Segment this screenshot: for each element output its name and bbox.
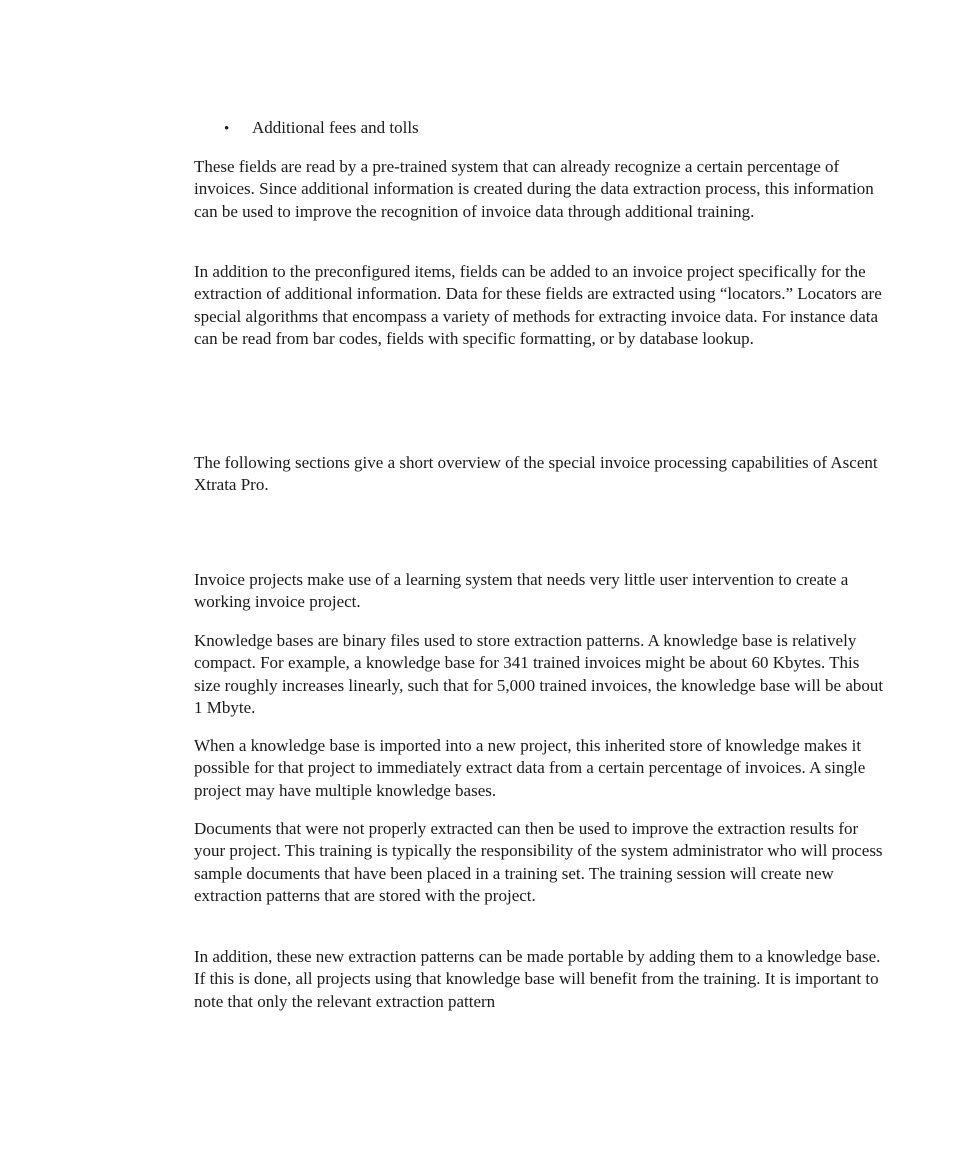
bullet-text: Additional fees and tolls bbox=[252, 118, 419, 137]
paragraph-pretrained-system: These fields are read by a pre-trained system that can already recognize a certain percentage of invoices. Since additional information is created during the data extraction process, this information can be used to improve the recognition of invoice data through additional training. bbox=[194, 157, 874, 221]
paragraph-sections-overview: The following sections give a short overview of the special invoice processing capabilities of Ascent Xtrata Pro. bbox=[194, 453, 878, 495]
paragraph-knowledge-import: When a knowledge base is imported into a new project, this inherited store of knowledge makes it possible for that project to immediately extract data from a certain percentage of invoices. A single project may have multiple knowledge bases. bbox=[194, 736, 866, 800]
paragraph-knowledge-bases: Knowledge bases are binary files used to store extraction patterns. A knowledge base is relatively compact. For example, a knowledge base for 341 trained invoices might be about 60 Kbytes. This size roughly increases linearly, such that for 5,000 trained invoices, the knowledge base will be about 1 Mbyte. bbox=[194, 631, 884, 718]
paragraph-learning-system: Invoice projects make use of a learning system that needs very little user intervention to create a working invoice project. bbox=[194, 570, 849, 612]
bullet-list-item bbox=[224, 117, 419, 140]
paragraph-training: Documents that were not properly extracted can then be used to improve the extraction results for your project. This training is typically the responsibility of the system administrator who will process sample documents that have been placed in a training set. The training session will create new extraction patterns that are stored with the project. bbox=[194, 819, 883, 906]
paragraph-locators: In addition to the preconfigured items, fields can be added to an invoice project specifically for the extraction of additional information. Data for these fields are extracted using “locators.” Locators are special algorithms that encompass a variety of methods for extracting invoice data. For instance data can be read from bar codes, fields with specific formatting, or by database lookup. bbox=[194, 262, 882, 349]
paragraph-portable-patterns: In addition, these new extraction patterns can be made portable by adding them to a knowledge base. If this is done, all projects using that knowledge base will benefit from the training. It is important to note that only the relevant extraction pattern bbox=[194, 947, 881, 1011]
bullet-icon: • bbox=[224, 121, 230, 137]
